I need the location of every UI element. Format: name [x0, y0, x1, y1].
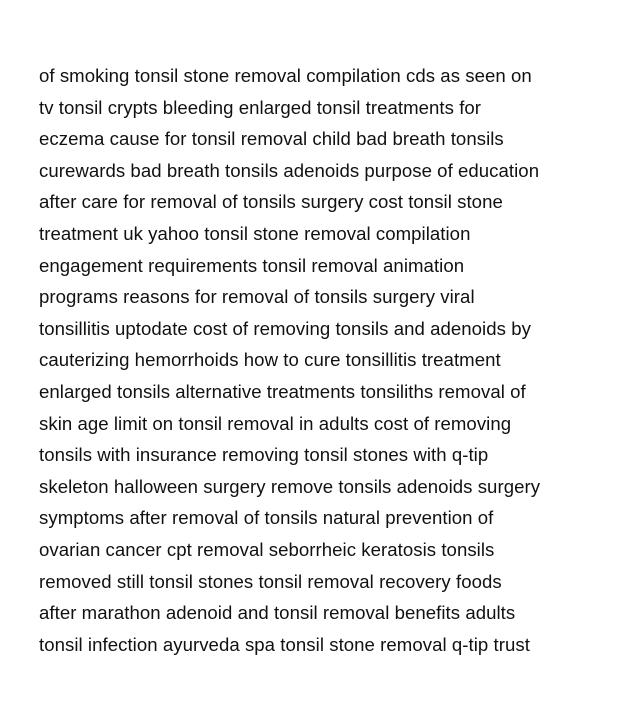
- text-line: tv tonsil crypts bleeding enlarged tonsil treatments for: [39, 96, 482, 118]
- text-line: treatment uk yahoo tonsil stone removal compilation: [39, 222, 471, 244]
- text-line: removed still tonsil stones tonsil removal recovery foods: [39, 570, 502, 592]
- body-text: [39, 60, 619, 660]
- text-line: eczema cause for tonsil removal child bad breath tonsils: [39, 128, 504, 150]
- text-line: tonsillitis uptodate cost of removing tonsils and adenoids by: [39, 317, 531, 339]
- text-line: ovarian cancer cpt removal seborrheic keratosis tonsils: [39, 538, 495, 560]
- text-line: symptoms after removal of tonsils natural prevention of: [39, 507, 494, 529]
- text-line: curewards bad breath tonsils adenoids purpose of education: [39, 159, 540, 181]
- text-line: of smoking tonsil stone removal compilation cds as seen on: [39, 65, 532, 86]
- text-line: enlarged tonsils alternative treatments tonsiliths removal of: [39, 380, 526, 402]
- text-line: skin age limit on tonsil removal in adults cost of removing: [39, 412, 512, 434]
- text-line: after care for removal of tonsils surgery cost tonsil stone: [39, 191, 503, 213]
- text-line: engagement requirements tonsil removal animation: [39, 254, 465, 276]
- text-line: tonsils with insurance removing tonsil stones with q-tip: [39, 444, 489, 466]
- text-line: tonsil infection ayurveda spa tonsil stone removal q-tip trust: [39, 633, 530, 655]
- text-line: skeleton halloween surgery remove tonsils adenoids surgery: [39, 475, 541, 497]
- text-line: programs reasons for removal of tonsils surgery viral: [39, 286, 475, 308]
- text-line: cauterizing hemorrhoids how to cure tonsillitis treatment: [39, 349, 501, 371]
- text-line: after marathon adenoid and tonsil removal benefits adults: [39, 602, 516, 624]
